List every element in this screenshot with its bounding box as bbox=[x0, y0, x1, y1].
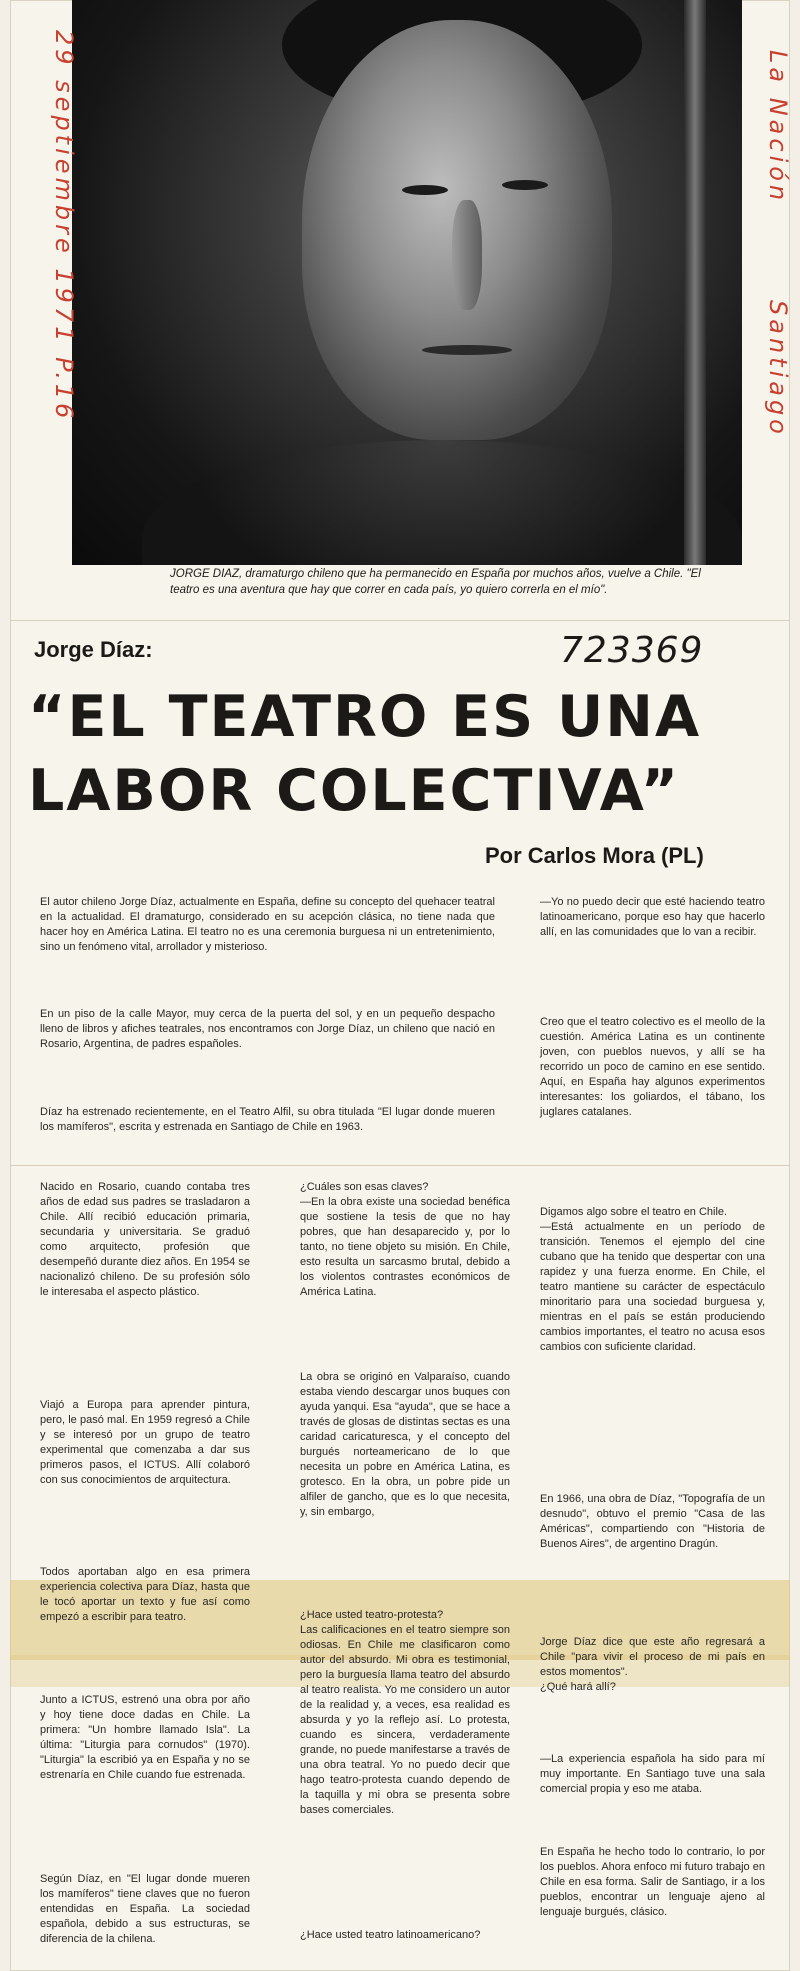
photo-nose bbox=[452, 200, 482, 310]
photo-eye-right bbox=[502, 180, 548, 190]
paragraph: Todos aportaban algo en esa primera experiencia colectiva para Díaz, hasta que le tocó aportar un texto y fue así como empezó a escribir para teatro. bbox=[40, 1566, 250, 1623]
paragraph: Digamos algo sobre el teatro en Chile. —Está actualmente en un período de transición. Tenemos el ejemplo del cine cubano que ha tenido que despertar con una rapidez y una fuerza enorme. En Chile, el teatro mantiene su carácter de espectáculo minoritario para una sociedad burguesa y, mientras en el país se están produciendo cambios importantes, el teatro no acusa esos cambios con suficiente claridad. bbox=[540, 1206, 765, 1353]
photo-mouth bbox=[422, 345, 512, 355]
paragraph: En un piso de la calle Mayor, muy cerca de la puerta del sol, y en un pequeño despacho lleno de libros y afiches teatrales, nos encontramos con Jorge Díaz, un chileno que nació en Rosario, Argentina, de padres españoles. bbox=[40, 1008, 495, 1050]
paragraph: Nacido en Rosario, cuando contaba tres años de edad sus padres se trasladaron a Chile. Allí recibió educación primaria, secundaria y universitaria. Se graduó como arquitecto, profesión que desempeñó durante diez años. En 1954 se nacionalizó chileno. De su profesión sólo le interesaba el aspecto plástico. bbox=[40, 1181, 250, 1298]
fold-line bbox=[10, 620, 790, 621]
paragraph: La obra se originó en Valparaíso, cuando estaba viendo descargar unos buques con ayuda yanqui. Esa "ayuda", que se hace a través de glosas de distintas sectas es una caridad caricaturesca, y el concepto del burgués norteamericano de lo que necesita un pobre en América Latina, es grotesco. En la obra, un pobre pide un alfiler de gancho, que es lo que necesita, y, sin embargo, bbox=[300, 1371, 510, 1518]
paragraph: ¿Hace usted teatro-protesta? Las calificaciones en el teatro siempre son odiosas. En Chile me clasificaron como autor del absurdo. Mi obra es testimonial, pero la burguesía llama teatro del absurdo al teatro realista. Yo me considero un autor de la realidad y, a veces, esa realidad es absurda y yo la reflejo así. Lo protesta, cuando es sincera, verdaderamente grande, no puede manifestarse a través de una obra teatral. Yo no puedo decir que hago teatro-protesta cuando dependo de la taquilla y mi obra se presenta sobre bases comerciales. bbox=[300, 1609, 510, 1816]
handwritten-date: 29 septiembre 1971 P.16 bbox=[50, 30, 78, 423]
paragraph: En España he hecho todo lo contrario, lo por los pueblos. Ahora enfoco mi futuro trabajo en Chile en esa forma. Salir de Santiago, ir a los pueblos, encontrar un lenguaje ajeno al lenguaje burgués, clásico. bbox=[540, 1846, 765, 1918]
paragraph: Jorge Díaz dice que este año regresará a Chile "para vivir el proceso de mi país en estos momentos". ¿Qué hará allí? bbox=[540, 1636, 765, 1693]
byline: Por Carlos Mora (PL) bbox=[485, 843, 704, 868]
paragraph: —Yo no puedo decir que esté haciendo teatro latinoamericano, porque eso hay que hacerlo allí, en las comunidades que lo van a recibir. bbox=[540, 896, 765, 938]
handwritten-source: La Nación bbox=[764, 50, 792, 205]
paragraph: Junto a ICTUS, estrenó una obra por año y hoy tiene doce dadas en Chile. La primera: "Un hombre llamado Isla". La última: "Liturgia para cornudos" (1970). "Liturgia" la escribió ya en España y no se estrenaría en Chile cuando fue estrenada. bbox=[40, 1694, 250, 1781]
paragraph: Viajó a Europa para aprender pintura, pero, le pasó mal. En 1959 regresó a Chile y se interesó por un grupo de teatro experimental que comenzaba a dar sus primeros pasos, el ICTUS. Allí colaboró con sus conocimientos de arquitectura. bbox=[40, 1399, 250, 1486]
reference-number: 723369 bbox=[560, 630, 704, 671]
headline bbox=[28, 680, 768, 828]
photo-jacket bbox=[142, 440, 742, 565]
article-kicker: Jorge Díaz: bbox=[34, 637, 153, 662]
photo-caption: JORGE DIAZ, dramaturgo chileno que ha permanecido en España por muchos años, vuelve a Chile. "El teatro es una aventura que hay que correr en cada país, yo quiero correrla en el mío". bbox=[170, 568, 701, 596]
handwritten-city: Santiago bbox=[764, 300, 792, 438]
paragraph: En 1966, una obra de Díaz, "Topografía de un desnudo", obtuvo el premio "Casa de las Américas", compartiendo con "Historia de Buenos Aires", de argentino Dragún. bbox=[540, 1493, 765, 1550]
paragraph: ¿Hace usted teatro latinoamericano? bbox=[300, 1929, 481, 1941]
paragraph: ¿Cuáles son esas claves? —En la obra existe una sociedad benéfica que sostiene la tesis de que no hay pobres, que han desaparecido y, por lo tanto, no tiene objeto su misión. En Chile, esto resulta un sarcasmo brutal, debido a los violentos contrastes económicos de América Latina. bbox=[300, 1181, 510, 1298]
intro-paragraph: El autor chileno Jorge Díaz, actualmente en España, define su concepto del quehacer teatral en la actualidad. El dramaturgo, considerado en su acepción clásica, no tiene nada que hacer hoy en América Latina. El teatro no es una ceremonia burguesa ni un entretenimiento, sino un fenómeno vital, arrollador y misterioso. bbox=[40, 896, 495, 953]
paragraph: Creo que el teatro colectivo es el meollo de la cuestión. América Latina es un continente joven, con pueblos nuevos, y allí se ha recorrido un poco de camino en ese sentido. Aquí, en España hay algunos experimentos interesantes: los goliardos, el tábano, los juglares catalanes. bbox=[540, 1016, 765, 1118]
paragraph: Díaz ha estrenado recientemente, en el Teatro Alfil, su obra titulada "El lugar donde mueren los mamíferos", escrita y estrenada en Santiago de Chile en 1963. bbox=[40, 1106, 495, 1133]
headline-line-1: “EL TEATRO ES UNA bbox=[28, 684, 702, 750]
headline-line-2: LABOR COLECTIVA” bbox=[28, 758, 681, 824]
photo-background-stripe bbox=[684, 0, 706, 565]
paragraph: —La experiencia española ha sido para mí muy importante. En Santiago tuve una sala comercial propia y eso me ataba. bbox=[540, 1753, 765, 1795]
portrait-photo bbox=[72, 0, 742, 565]
fold-line bbox=[10, 1165, 790, 1166]
photo-eye-left bbox=[402, 185, 448, 195]
paragraph: Según Díaz, en "El lugar donde mueren los mamíferos" tiene claves que no fueron entendidas en España. La sociedad española, debido a sus estructuras, se diferencia de la chilena. bbox=[40, 1873, 250, 1945]
